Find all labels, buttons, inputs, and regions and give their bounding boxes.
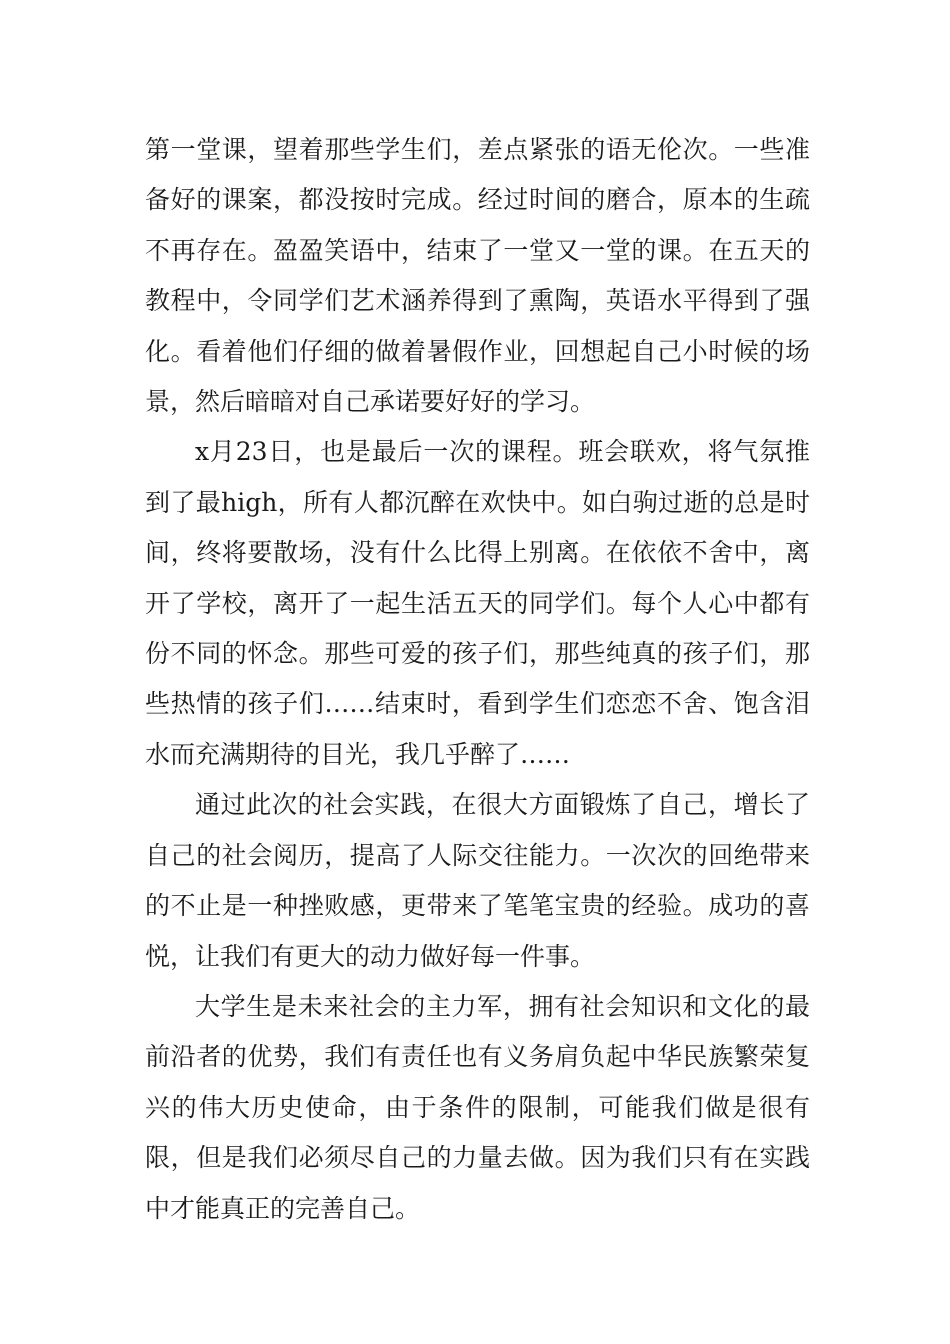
document-body <box>145 125 810 1234</box>
paragraph-1: 第一堂课，望着那些学生们，差点紧张的语无伦次。一些准备好的课案，都没按时完成。经过时间的磨合，原本的生疏不再存在。盈盈笑语中，结束了一堂又一堂的课。在五天的教程中，令同学们艺术涵养得到了熏陶，英语水平得到了强化。看着他们仔细的做着暑假作业，回想起自己小时候的场景，然后暗暗对自己承诺要好好的学习。 <box>145 135 810 417</box>
paragraph-3: 通过此次的社会实践，在很大方面锻炼了自己，增长了自己的社会阅历，提高了人际交往能力。一次次的回绝带来的不止是一种挫败感，更带来了笔笔宝贵的经验。成功的喜悦，让我们有更大的动力做好每一件事。 <box>145 790 810 971</box>
paragraph-2: x月23日，也是最后一次的课程。班会联欢，将气氛推到了最high，所有人都沉醉在欢快中。如白驹过逝的总是时间，终将要散场，没有什么比得上别离。在依依不舍中，离开了学校，离开了一起生活五天的同学们。每个人心中都有份不同的怀念。那些可爱的孩子们，那些纯真的孩子们，那些热情的孩子们……结束时，看到学生们恋恋不舍、饱含泪水而充满期待的目光，我几乎醉了…… <box>145 437 810 769</box>
paragraph-4: 大学生是未来社会的主力军，拥有社会知识和文化的最前沿者的优势，我们有责任也有义务肩负起中华民族繁荣复兴的伟大历史使命，由于条件的限制，可能我们做是很有限，但是我们必须尽自己的力量去做。因为我们只有在实践中才能真正的完善自己。 <box>145 991 810 1223</box>
